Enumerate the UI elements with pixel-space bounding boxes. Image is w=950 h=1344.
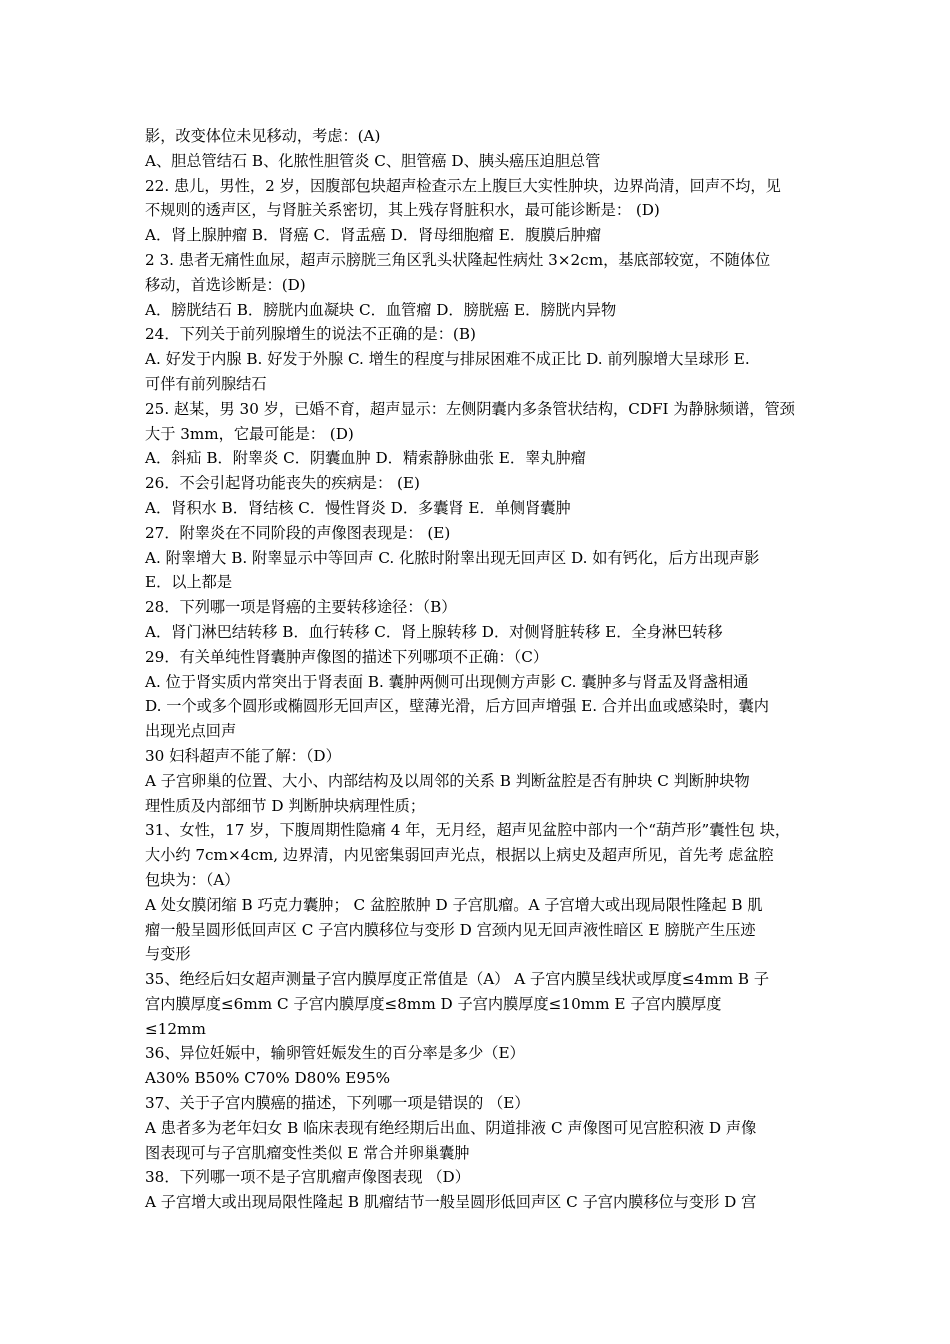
text-line: 25. 赵某，男 30 岁，已婚不育，超声显示：左侧阴囊内多条管状结构，CDFI 为静脉频谱，管颈: [145, 399, 795, 418]
text-line: 2 3. 患者无痛性血尿，超声示膀胱三角区乳头状隆起性病灶 3×2cm，基底部较宽，不随体位: [145, 250, 771, 269]
text-line: 31、女性，17 岁，下腹周期性隐痛 4 年，无月经，超声见盆腔中部内一个“葫芦形”囊性包 块，: [145, 821, 791, 840]
text-line: A 子宫增大或出现局限性隆起 B 肌瘤结节一般呈圆形低回声区 C 子宫内膜移位与变形 D 宫: [145, 1193, 757, 1212]
text-line: A．肾积水 B．肾结核 C．慢性肾炎 D．多囊肾 E．单侧肾囊肿: [145, 498, 571, 517]
text-line: A. 位于肾实质内常突出于肾表面 B. 囊肿两侧可出现侧方声影 C. 囊肿多与肾盂及肾盏相通: [145, 672, 749, 691]
text-line: 37、关于子宫内膜癌的描述，下列哪一项是错误的 （E）: [145, 1094, 530, 1113]
text-line: A、胆总管结石 B、化脓性胆管炎 C、胆管癌 D、胰头癌压迫胆总管: [145, 151, 601, 170]
text-line: A30% B50% C70% D80% E95%: [145, 1069, 391, 1088]
text-line: 理性质及内部细节 D 判断肿块病理性质；: [145, 796, 426, 815]
text-line: 影，改变体位未见移动，考虑：(A): [145, 127, 381, 145]
text-line: 宫内膜厚度≤6mm C 子宫内膜厚度≤8mm D 子宫内膜厚度≤10mm E 子宫内膜厚度: [145, 994, 722, 1013]
text-line: 24．下列关于前列腺增生的说法不正确的是：(B): [145, 325, 476, 344]
text-line: A 患者多为老年妇女 B 临床表现有绝经期后出血、阴道排液 C 声像图可见宫腔积液 D 声像: [145, 1118, 757, 1137]
text-line: 28．下列哪一项是肾癌的主要转移途径：（B）: [145, 598, 457, 617]
text-line: 出现光点回声: [145, 722, 237, 741]
text-line: 包块为：（A）: [145, 870, 240, 889]
text-line: ≤12mm: [145, 1019, 206, 1038]
text-line: A．膀胱结石 B．膀胱内血凝块 C．血管瘤 D．膀胱癌 E．膀胱内异物: [145, 300, 617, 319]
text-line: 27．附睾炎在不同阶段的声像图表现是： (E): [145, 523, 451, 542]
text-line: A. 好发于内腺 B. 好发于外腺 C. 增生的程度与排尿困难不成正比 D. 前列腺增大呈球形 E.: [145, 350, 750, 369]
text-line: 26．不会引起肾功能丧失的疾病是： (E): [145, 474, 420, 493]
document-page: [145, 124, 813, 1215]
text-line: 与变形: [145, 945, 191, 964]
text-line: D. 一个或多个圆形或椭圆形无回声区，壁薄光滑，后方回声增强 E. 合并出血或感染时，囊内: [145, 697, 769, 716]
text-line: 瘤一般呈圆形低回声区 C 子宫内膜移位与变形 D 宫颈内见无回声液性暗区 E 膀胱产生压迹: [145, 920, 756, 939]
text-line: 移动，首选诊断是：(D): [145, 275, 306, 294]
text-line: 大小约 7cm×4cm, 边界清，内见密集弱回声光点，根据以上病史及超声所见，首先考 虑盆腔: [145, 846, 774, 865]
text-line: 38．下列哪一项不是子宫肌瘤声像图表现 （D）: [145, 1168, 470, 1187]
text-line: A 处女膜闭缩 B 巧克力囊肿； C 盆腔脓肿 D 子宫肌瘤。A 子宫增大或出现局限性隆起 B 肌: [145, 895, 763, 914]
text-line: A 子宫卵巢的位置、大小、内部结构及以周邻的关系 B 判断盆腔是否有肿块 C 判断肿块物: [145, 771, 750, 790]
text-line: 29．有关单纯性肾囊肿声像图的描述下列哪项不正确：（C）: [145, 647, 549, 666]
text-line: A．斜疝 B．附睾炎 C．阴囊血肿 D．精索静脉曲张 E．睾丸肿瘤: [145, 449, 586, 468]
text-line: 35、绝经后妇女超声测量子宫内膜厚度正常值是（A） A 子宫内膜呈线状或厚度≤4mm B 子: [145, 970, 770, 989]
text-line: 可伴有前列腺结石: [145, 374, 267, 393]
text-line: 22. 患儿，男性，2 岁，因腹部包块超声检查示左上腹巨大实性肿块，边界尚清，回声不均，见: [145, 176, 781, 195]
text-line: A．肾门淋巴结转移 B．血行转移 C．肾上腺转移 D．对侧肾脏转移 E．全身淋巴转移: [145, 622, 723, 641]
text-line: 30 妇科超声不能了解：（D）: [145, 746, 341, 765]
text-line: 不规则的透声区，与肾脏关系密切，其上残存肾脏积水，最可能诊断是： (D): [145, 201, 660, 220]
text-line: 36、异位妊娠中，输卵管妊娠发生的百分率是多少（E）: [145, 1044, 525, 1063]
text-line: 大于 3mm，它最可能是： (D): [145, 424, 354, 443]
text-line: A．肾上腺肿瘤 B．肾癌 C．肾盂癌 D．肾母细胞瘤 E．腹膜后肿瘤: [145, 226, 602, 245]
text-line: 图表现可与子宫肌瘤变性类似 E 常合并卵巢囊肿: [145, 1143, 470, 1162]
text-line: A. 附睾增大 B. 附睾显示中等回声 C. 化脓时附睾出现无回声区 D. 如有钙化，后方出现声影: [145, 548, 760, 567]
text-line: E．以上都是: [145, 573, 233, 592]
